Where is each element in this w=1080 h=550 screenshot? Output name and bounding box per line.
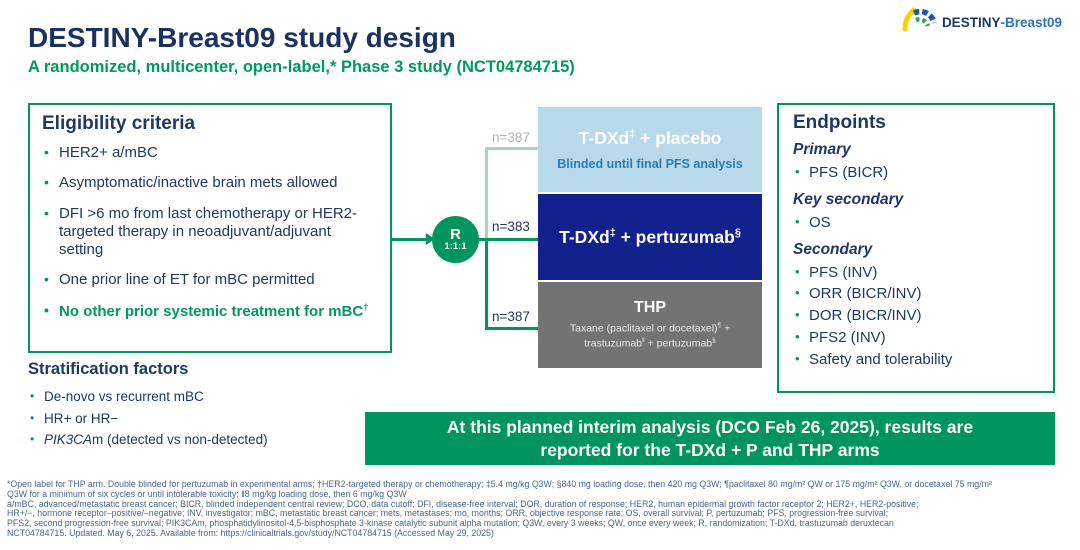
connector-line xyxy=(485,327,538,330)
connector-line xyxy=(485,240,488,329)
page-title: DESTINY-Breast09 study design xyxy=(28,22,456,53)
arm-tdxd-pertuzumab xyxy=(538,194,762,280)
connector-line xyxy=(477,238,538,241)
endpoints-title: Endpoints xyxy=(793,112,886,133)
destiny-breast09-logo xyxy=(901,6,1062,38)
stratification-title: Stratification factors xyxy=(28,360,189,378)
eligibility-item: • Asymptomatic/inactive brain mets allowed xyxy=(42,174,378,192)
connector-line xyxy=(485,147,488,240)
endpoint-item: • PFS (BICR) xyxy=(793,162,1039,184)
footnote-line: *Open label for THP arm. Double blinded for pertuzumab in experimental arms; †HER2-targeted therapy or chemotherapy; ‡5.4 mg/kg Q3W; §840 mg loading dose, then 420 mg Q3W; ¶paclitaxel 80 mg/m² QW or 175 mg/m² Q3W, or docetaxel 75 mg/m² xyxy=(7,480,992,489)
endpoint-item: • PFS2 (INV) xyxy=(793,327,1039,349)
eligibility-criteria-panel xyxy=(28,103,392,353)
footnote-line: Q3W for a minimum of six cycles or until intolerable toxicity; ‖8 mg/kg loading dose, then 6 mg/kg Q3W xyxy=(7,489,407,499)
stratification-item: • HR+ or HR− xyxy=(28,408,388,430)
logo-fan-icon xyxy=(901,6,937,38)
footnote-line: PFS2, second progression-free survival; PIK3CAm, phosphatidylinositol-4,5-bisphosphate 3-kinase catalytic subunit alpha mutation; Q3W, every 3 weeks; QW, once every week; R, randomization; T-DXd, trastuzumab deruxtecan xyxy=(7,519,894,529)
page-subtitle: A randomized, multicenter, open-label,* Phase 3 study (NCT04784715) xyxy=(28,58,575,76)
endpoints-panel xyxy=(777,103,1055,393)
logo-wordmark: DESTINY-Breast09 xyxy=(941,14,1062,30)
arm-blinded-note: Blinded until final PFS analysis xyxy=(557,157,743,171)
endpoint-item: • Safety and tolerability xyxy=(793,349,1039,371)
arm-title: T-DXd‡ + pertuzumab§ xyxy=(559,226,741,247)
footnote-line: HR+/−, hormone receptor–positive/–negative; INV, investigator; mBC, metastatic breast cancer; mets, metastases; mo, months; ORR, objective response rate; OS, overall survival; P, pertuzumab; PFS, progression-free survival; xyxy=(7,509,889,519)
footnote-line: a/mBC, advanced/metastatic breast cancer; BICR, blinded independent central review; DCO, data cutoff; DFI, disease-free interval; DOR, duration of response; HER2, human epidermal growth factor receptor 2; HER2+, HER2-positive; xyxy=(7,499,919,509)
arm-thp xyxy=(538,282,762,368)
eligibility-item-highlight: • No other prior systemic treatment for mBC† xyxy=(42,302,378,321)
footnote-line: NCT04784715. Updated. May 6, 2025. Available from: https://clinicaltrials.gov/study/NCT04784715 (Accessed May 29, 2025) xyxy=(7,528,494,538)
banner-line: reported for the T-DXd + P and THP arms xyxy=(540,439,880,460)
footnotes xyxy=(7,480,1075,539)
stratification-factors-section xyxy=(28,360,388,451)
arm-tdxd-placebo xyxy=(538,107,762,192)
stratification-item: • De-novo vs recurrent mBC xyxy=(28,386,388,408)
interim-analysis-banner xyxy=(365,412,1055,465)
endpoints-section-label: Secondary xyxy=(793,240,873,258)
connector-line xyxy=(392,238,428,241)
endpoints-section-label: Key secondary xyxy=(793,190,904,208)
randomization-badge: R 1:1:1 xyxy=(432,216,479,263)
banner-line: At this planned interim analysis (DCO Feb 26, 2025), results are xyxy=(446,416,974,437)
arm-title: T-DXd‡ + placebo xyxy=(578,128,722,148)
endpoint-item: • PFS (INV) xyxy=(793,262,1039,284)
stratification-item: • PIK3CAm (detected vs non-detected) xyxy=(28,429,388,451)
arm-regimen-detail: Taxane (paclitaxel or docetaxel)¶ + trastuzumab‖ + pertuzumab§ xyxy=(569,322,731,349)
eligibility-item: • One prior line of ET for mBC permitted xyxy=(42,271,378,289)
endpoint-item: • ORR (BICR/INV) xyxy=(793,283,1039,305)
endpoints-section-label: Primary xyxy=(793,141,851,158)
connector-line xyxy=(485,147,538,150)
endpoint-item: • DOR (BICR/INV) xyxy=(793,305,1039,327)
arm-n-label: n=383 xyxy=(492,219,530,234)
arm-n-label: n=387 xyxy=(492,309,530,324)
eligibility-item: • HER2+ a/mBC xyxy=(42,144,378,162)
arm-n-label: n=387 xyxy=(492,130,530,145)
arm-title: THP xyxy=(634,299,666,317)
eligibility-title: Eligibility criteria xyxy=(42,113,196,134)
eligibility-item: • DFI >6 mo from last chemotherapy or HER2-targeted therapy in neoadjuvant/adjuvant setting xyxy=(42,205,378,260)
endpoint-item: • OS xyxy=(793,212,1039,234)
